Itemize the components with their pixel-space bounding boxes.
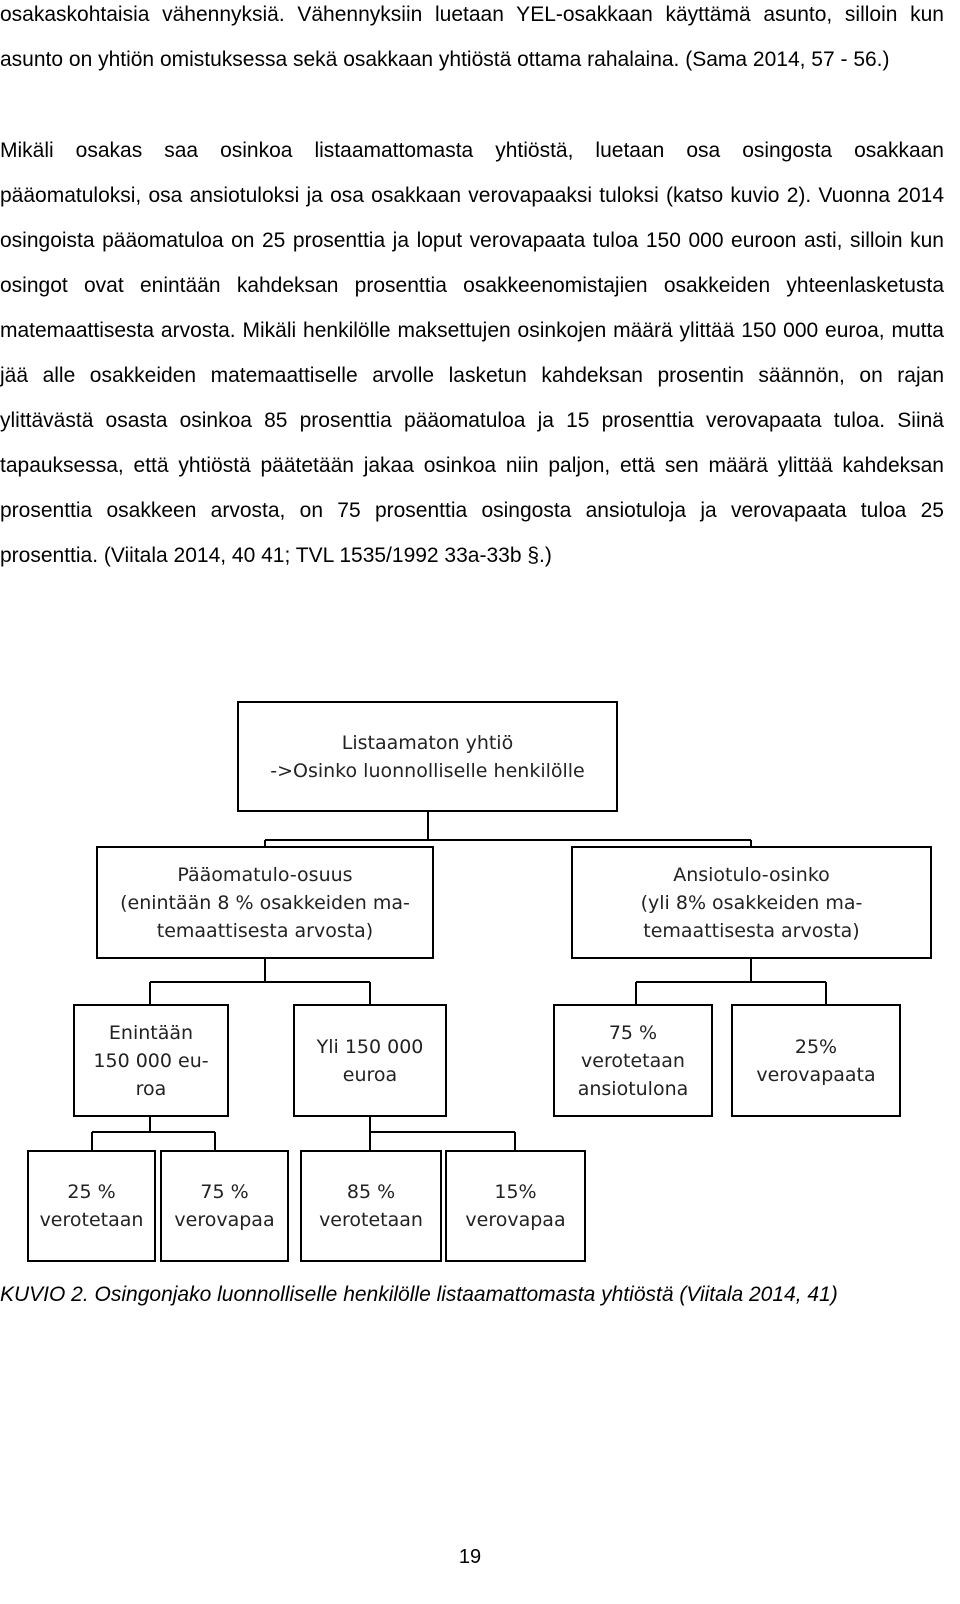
page-number: 19 [458, 1546, 482, 1568]
diagram-over-150000-box: Yli 150 000 euroa [293, 1004, 447, 1117]
diagram-75-taxed-earned-box: 75 % verotetaan ansiotulona [553, 1004, 713, 1117]
figure-caption: KUVIO 2. Osingonjako luonnolliselle henkilölle listaamattomasta yhtiöstä (Viitala 2014, 41) [0, 1283, 838, 1306]
diagram-leaf-75-free: 75 % verovapaa [160, 1150, 289, 1262]
diagram-capital-income-box: Pääomatulo-osuus (enintään 8 % osakkeiden ma- temaattisesta arvosta) [96, 846, 434, 959]
diagram-root-box: Listaamaton yhtiö ->Osinko luonnolliselle henkilölle [237, 701, 618, 812]
body-paragraph: osakaskohtaisia vähennyksiä. Vähennyksiin luetaan YEL-osakkaan käyttämä asunto, silloin kun asunto on yhtiön omistuksessa sekä osakkaan yhtiöstä ottama rahalaina. (Sama 2014, 57 - 56.) [0, 3, 944, 71]
diagram-leaf-25-taxed: 25 % verotetaan [27, 1150, 156, 1262]
diagram-earned-income-box: Ansiotulo-osinko (yli 8% osakkeiden ma- temaattisesta arvosta) [571, 846, 932, 959]
diagram-up-to-150000-box: Enintään 150 000 eu- roa [73, 1004, 229, 1117]
diagram-leaf-15-free: 15% verovapaa [445, 1150, 586, 1262]
diagram-leaf-85-taxed: 85 % verotetaan [300, 1150, 442, 1262]
body-paragraph: Mikäli osakas saa osinkoa listaamattomasta yhtiöstä, luetaan osa osingosta osakkaan pääomatuloksi, osa ansiotuloksi ja osa osakkaan verovapaaksi tuloksi (katso kuvio 2). Vuonna 2014 osingoista pääomatuloa on 25 prosenttia ja loput verovapaata tuloa 150 000 euroon asti, silloin kun osingot ovat enintään kahdeksan prosenttia osakkeenomistajien osakkeiden yhteenlasketusta matemaattisesta arvosta. Mikäli henkilölle maksettujen osinkojen määrä ylittää 150 000 euroa, mutta jää alle osakkeiden matemaattiselle arvolle lasketun kahdeksan prosentin säännön, on rajan ylittävästä osasta osinkoa 85 prosenttia pääomatuloa ja 15 prosenttia verovapaata tuloa. Siinä tapauksessa, että yhtiöstä päätetään jakaa osinkoa niin paljon, että sen määrä ylittää kahdeksan prosenttia osakkeen arvosta, on 75 prosenttia osingosta ansiotuloja ja verovapaata tuloa 25 prosenttia. (Viitala 2014, 40 41; TVL 1535/1992 33a-33b §.) [0, 139, 944, 567]
diagram-25-free-box: 25% verovapaata [731, 1004, 901, 1117]
